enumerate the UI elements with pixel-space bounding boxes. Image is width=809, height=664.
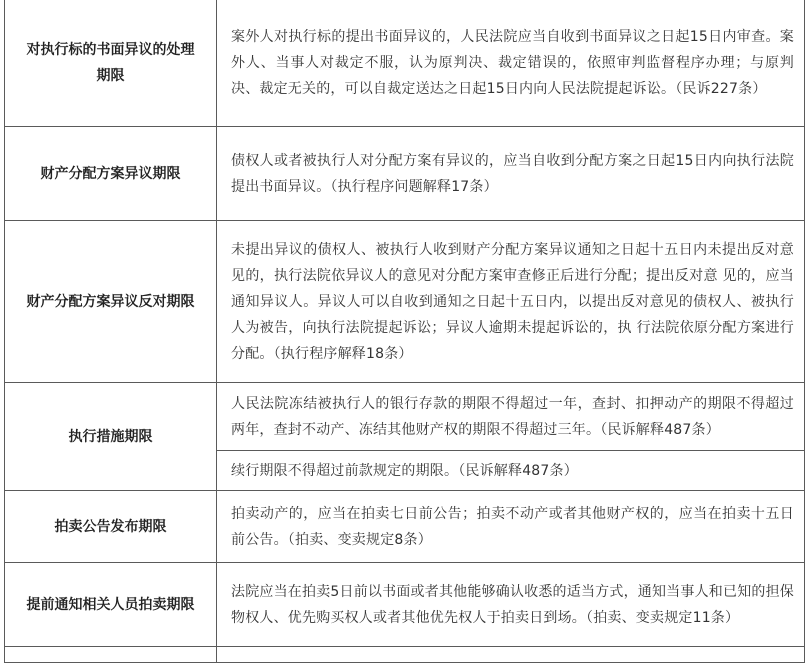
empty-cell <box>5 647 217 663</box>
row-label <box>5 563 217 647</box>
table-row <box>5 491 805 563</box>
row-label-line: 期限 <box>96 68 125 84</box>
table-row <box>5 0 805 127</box>
row-text: 人民法院冻结被执行人的银行存款的期限不得超过一年，查封、扣押动产的期限不得超过两年，查封不动产、冻结其他财产权的期限不得超过三年。（民诉解释487条） <box>217 383 805 451</box>
table-row <box>5 127 805 221</box>
deadline-table <box>4 0 805 663</box>
row-label <box>5 383 217 491</box>
row-label-line: 对执行标的书面异议的处理 <box>26 42 195 58</box>
row-label-line: 财产分配方案异议反对期限 <box>26 293 195 310</box>
row-label <box>5 221 217 383</box>
row-label-line: 拍卖公告发布期限 <box>54 518 167 535</box>
row-text: 拍卖动产的，应当在拍卖七日前公告；拍卖不动产或者其他财产权的，应当在拍卖十五日前公告。（拍卖、变卖规定8条） <box>217 491 805 563</box>
table-row <box>5 383 805 451</box>
empty-cell <box>217 647 805 663</box>
row-label-line: 执行措施期限 <box>68 428 153 445</box>
row-text: 未提出异议的债权人、被执行人收到财产分配方案异议通知之日起十五日内未提出反对意见的，执行法院依异议人的意见对分配方案审查修正后进行分配；提出反对意 见的，应当通知异议人。异议人可以自收到通知之日起十五日内，以提出反对意见的债权人、被执行人为被告，向执行法院提起诉讼；异议人逾期未提起诉讼的，执 行法院依原分配方案进行分配。（执行程序解释18条） <box>217 221 805 383</box>
row-text: 续行期限不得超过前款规定的期限。（民诉解释487条） <box>217 451 805 491</box>
row-text: 债权人或者被执行人对分配方案有异议的，应当自收到分配方案之日起15日内向执行法院提出书面异议。（执行程序问题解释17条） <box>217 127 805 221</box>
row-text: 案外人对执行标的提出书面异议的，人民法院应当自收到书面异议之日起15日内审查。案外人、当事人对裁定不服，认为原判决、裁定错误的，依照审判监督程序办理；与原判决、裁定无关的，可以自裁定送达之日起15日内向人民法院提起诉讼。（民诉227条） <box>217 0 805 127</box>
row-label-line: 财产分配方案异议期限 <box>40 165 181 182</box>
row-label-line: 提前通知相关人员拍卖期限 <box>26 596 195 613</box>
row-label <box>5 491 217 563</box>
table-row <box>5 221 805 383</box>
row-text: 法院应当在拍卖5日前以书面或者其他能够确认收悉的适当方式，通知当事人和已知的担保物权人、优先购买权人或者其他优先权人于拍卖日到场。（拍卖、变卖规定11条） <box>217 563 805 647</box>
table-row <box>5 563 805 647</box>
table-row <box>5 647 805 663</box>
row-label <box>5 0 217 127</box>
row-label <box>5 127 217 221</box>
